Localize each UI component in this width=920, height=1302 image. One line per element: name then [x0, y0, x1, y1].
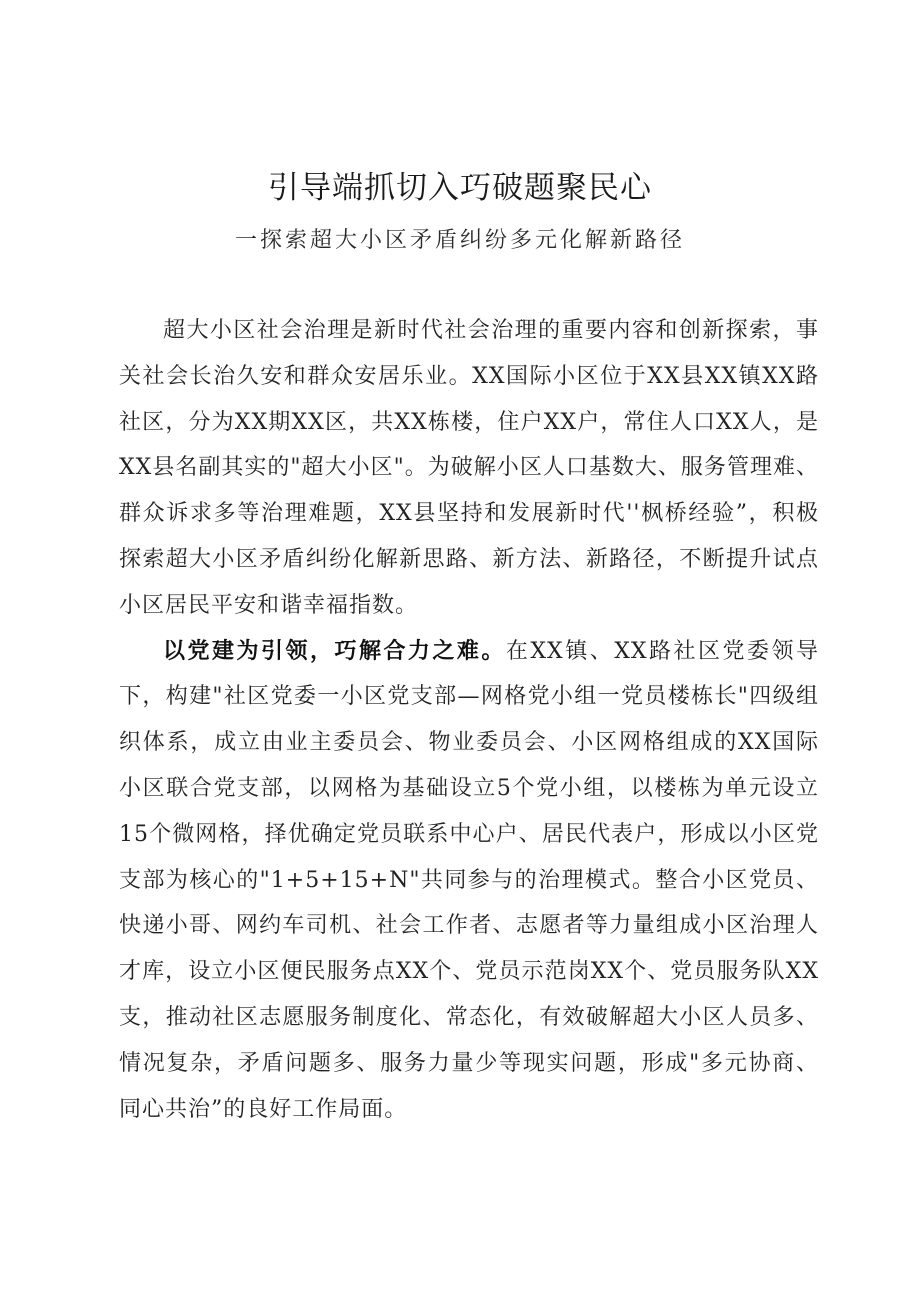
paragraph-intro — [119, 308, 819, 629]
paragraph-lead-heading: 以党建为引领，巧解合力之难。 — [163, 638, 506, 664]
paragraph-party-building — [119, 629, 819, 1133]
paragraph-text: 在XX镇、XX路社区党委领导下，构建"社区党委一小区党支部—网格党小组一党员楼栋长"四级组织体系，成立由业主委员会、物业委员会、小区网格组成的XX国际小区联合党支部，以网格为基础设立5个党小组，以楼栋为单元设立15个微网格，择优确定党员联系中心户、居民代表户，形成以小区党支部为核心的"1+5+15+N"共同参与的治理模式。整合小区党员、快递小哥、网约车司机、社会工作者、志愿者等力量组成小区治理人才库，设立小区便民服务点XX个、党员示范岗XX个、党员服务队XX支，推动社区志愿服务制度化、常态化，有效破解超大小区人员多、情况复杂，矛盾问题多、服务力量少等现实问题，形成"多元协商、同心共治”的良好工作局面。 — [119, 638, 819, 1122]
document-title: 引导端抓切入巧破题聚民心 — [268, 170, 652, 206]
document-subtitle: 一探索超大小区矛盾纠纷多元化解新路径 — [234, 228, 685, 253]
paragraph-text: 超大小区社会治理是新时代社会治理的重要内容和创新探索，事关社会长治久安和群众安居乐业。XX国际小区位于XX县XX镇XX路社区，分为XX期XX区，共XX栋楼，住户XX户，常住人口XX人，是XX县名副其实的"超大小区"。为破解小区人口基数大、服务管理难、群众诉求多等治理难题，XX县坚持和发展新时代''枫桥经验”，积极探索超大小区矛盾纠纷化解新思路、新方法、新路径，不断提升试点小区居民平安和谐幸福指数。 — [119, 318, 819, 618]
document-body — [119, 308, 819, 1132]
